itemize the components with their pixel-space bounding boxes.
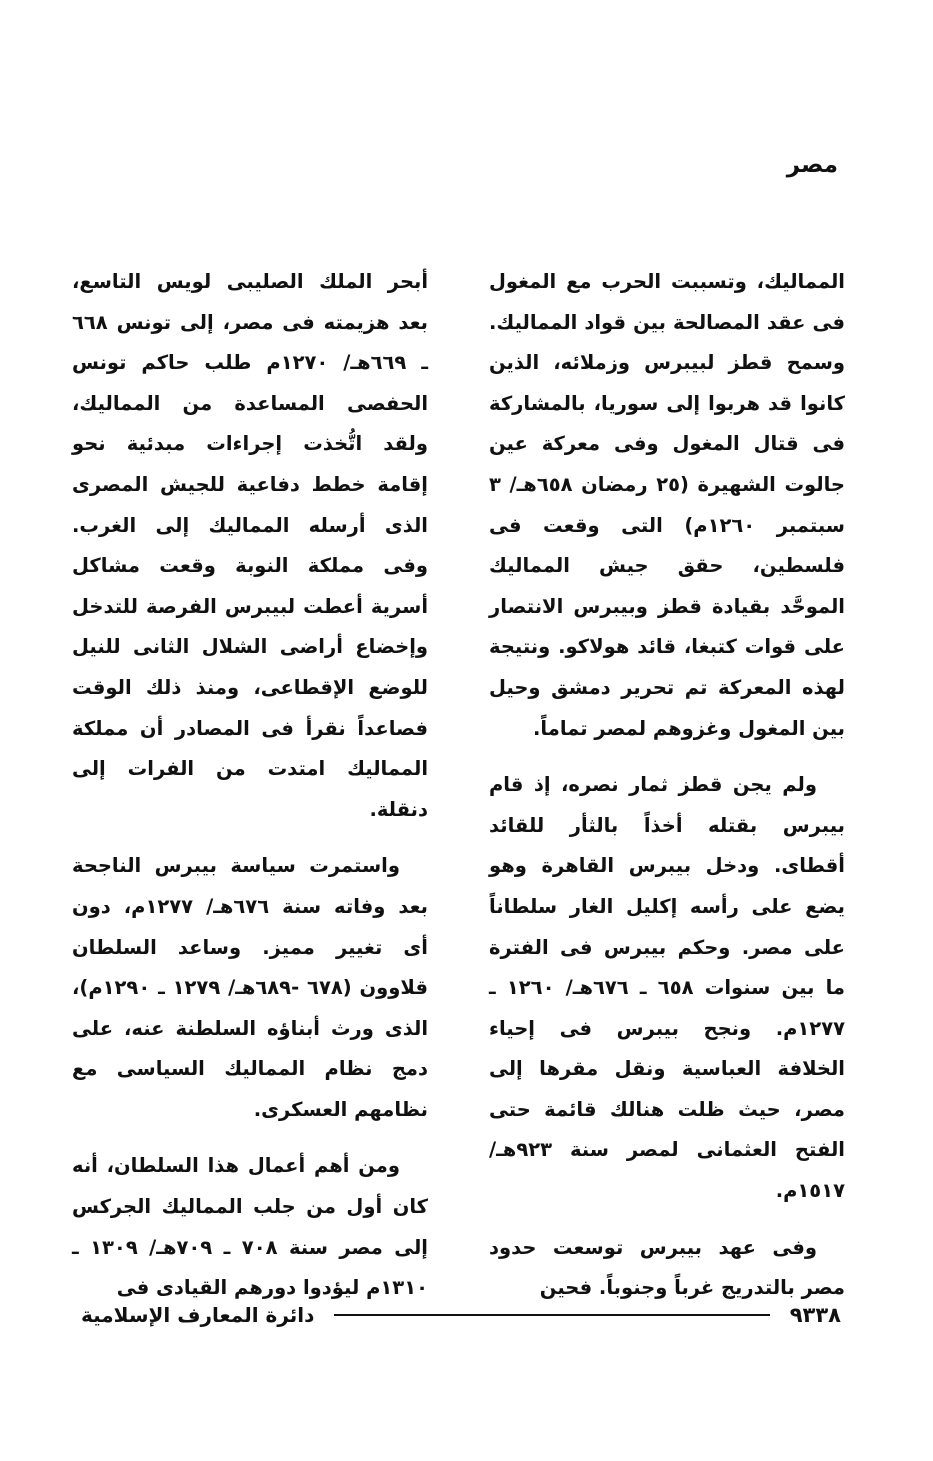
- paragraph: المماليك، وتسببت الحرب مع المغول فى عقد المصالحة بين قواد المماليك. وسمح قطز لبيبرس وزملائه، الذين كانوا قد هربوا إلى سوريا، بالمشاركة فى قتال المغول وفى معركة عين جالوت الشهيرة (٢٥ رمضان ٦٥٨هـ/ ٣ سبتمبر ١٢٦٠م) التى وقعت فى فلسطين، حقق جيش المماليك الموحَّد بقيادة قطز وبيبرس الانتصار على قوات كتبغا، قائد هولاكو. ونتيجة لهذه المعركة تم تحرير دمشق وحيل بين المغول وغزوهم لمصر تماماً.: [489, 270, 845, 740]
- paragraph: ولم يجن قطز ثمار نصره، إذ قام بيبرس بقتله أخذاً بالثأر للقائد أقطاى. ودخل بيبرس القاهرة وهو يضع على رأسه إكليل الغار سلطاناً على مصر. وحكم بيبرس فى الفترة ما بين سنوات ٦٥٨ ـ ٦٧٦هـ/ ١٢٦٠ ـ ١٢٧٧م. ونجح بيبرس فى إحياء الخلافة العباسية ونقل مقرها إلى مصر، حيث ظلت هنالك قائمة حتى الفتح العثمانى لمصر سنة ٩٢٣هـ/١٥١٧م.: [489, 773, 845, 1203]
- footer-rule: [334, 1314, 769, 1316]
- paragraph: وفى عهد بيبرس توسعت حدود مصر بالتدريج غرباً وجنوباً. فحين: [489, 1235, 845, 1300]
- paragraph: أبحر الملك الصليبى لويس التاسع، بعد هزيمته فى مصر، إلى تونس ٦٦٨ ـ ٦٦٩هـ/ ١٢٧٠م طلب حاكم تونس الحفصى المساعدة من المماليك، ولقد اتُّخذت إجراءات مبدئية نحو إقامة خطط دفاعية للجيش المصرى الذى أرسله المماليك إلى الغرب. وفى مملكة النوبة وقعت مشاكل أسرية أعطت لبيبرس الفرصة للتدخل وإخضاع أراضى الشلال الثانى للنيل للوضع الإقطاعى، ومنذ ذلك الوقت فصاعداً نقرأ فى المصادر أن مملكة المماليك امتدت من الفرات إلى دنقلة.: [72, 270, 428, 821]
- left-column: [72, 262, 428, 1325]
- paragraph: واستمرت سياسة بيبرس الناجحة بعد وفاته سنة ٦٧٦هـ/ ١٢٧٧م، دون أى تغيير مميز. وساعد السلطان قلاوون (٦٧٨ -٦٨٩هـ/ ١٢٧٩ ـ ١٢٩٠م)، الذى ورث أبناؤه السلطنة عنه، على دمج نظام المماليك السياسى مع نظامهم العسكرى.: [72, 854, 428, 1121]
- page-number: ٩٣٣٨: [789, 1303, 841, 1327]
- running-head: مصر: [786, 152, 838, 178]
- publication-title: دائرة المعارف الإسلامية: [81, 1303, 315, 1327]
- right-column: [489, 262, 845, 1325]
- paragraph: ومن أهم أعمال هذا السلطان، أنه كان أول من جلب المماليك الجركس إلى مصر سنة ٧٠٨ ـ ٧٠٩هـ/ ١٣٠٩ ـ ١٣١٠م ليؤدوا دورهم القيادى فى: [72, 1154, 428, 1300]
- page-footer: [81, 1300, 841, 1330]
